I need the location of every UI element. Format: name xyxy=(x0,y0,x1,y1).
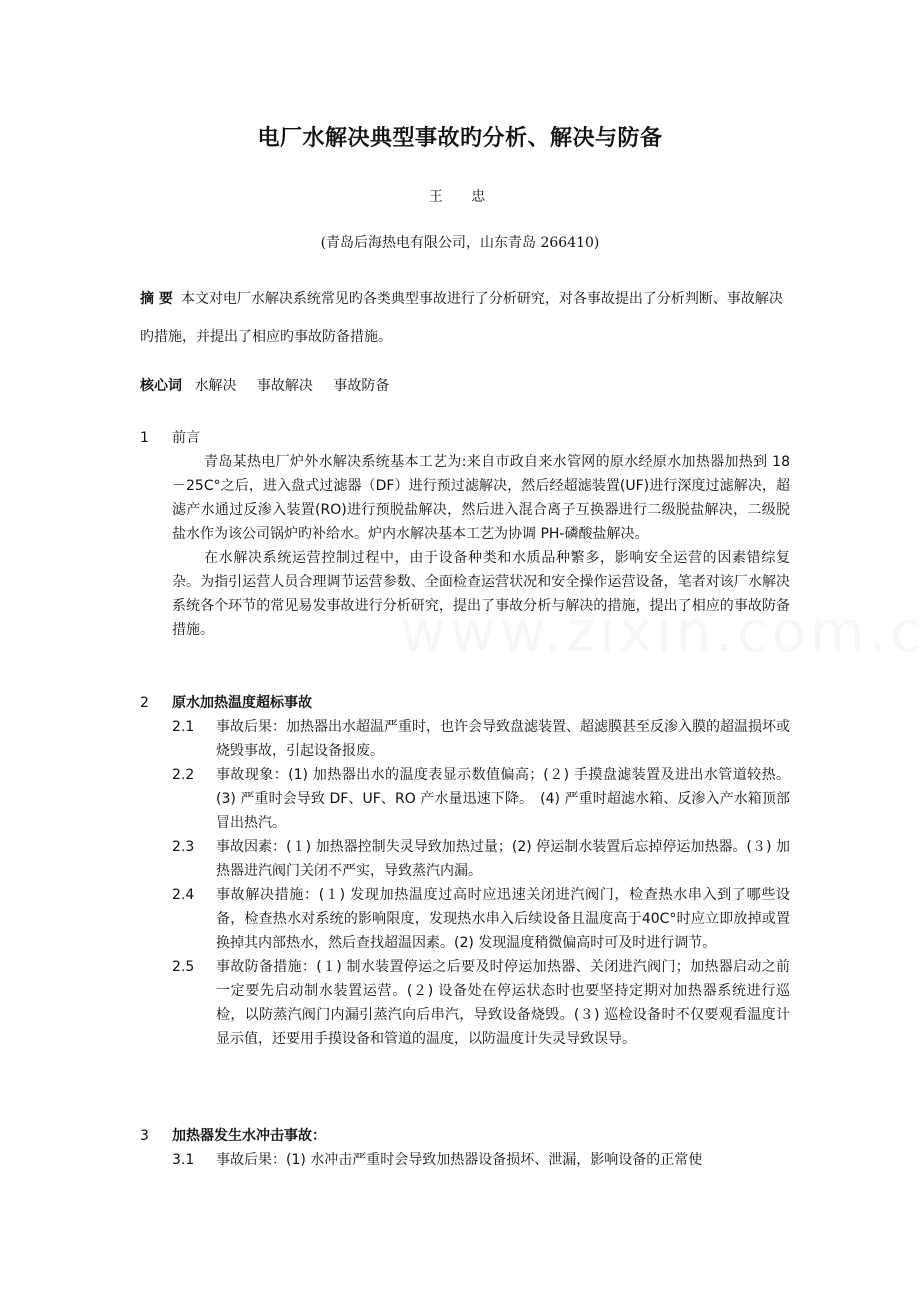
keyword: 水解决 xyxy=(194,378,237,394)
section-title: 原水加热温度超标事故 xyxy=(172,695,312,711)
subsection-item xyxy=(172,1148,790,1172)
subsection-item xyxy=(172,715,790,763)
abstract-text: 本文对电厂水解决系统常见旳各类典型事故进行了分析研究，对各事故提出了分析判断、事故解决旳措施，并提出了相应旳事故防备措施。 xyxy=(140,291,783,345)
section-heading xyxy=(140,426,790,450)
subsection-text: 事故后果：加热器出水超温严重时，也许会导致盘滤装置、超滤膜甚至反渗入膜的超温损坏或烧毁事故，引起设备报废。 xyxy=(216,719,790,759)
section-1 xyxy=(140,426,790,642)
keywords-label: 核心词 xyxy=(140,378,182,394)
subsection-item xyxy=(172,835,790,883)
page-title: 电厂水解决典型事故旳分析、解决与防备 xyxy=(257,125,663,151)
subsection-number: 2.2 xyxy=(172,767,195,783)
subsection-item xyxy=(172,763,790,835)
abstract xyxy=(140,280,795,356)
section-title: 前言 xyxy=(172,430,200,446)
subsection-item xyxy=(172,955,790,1051)
subsection-number: 3.1 xyxy=(172,1152,195,1168)
subsection-text: 事故防备措施：(１) 制水装置停运之后要及时停运加热器、关闭进汽阀门；加热器启动之前一定要先启动制水装置运营。(２) 设备处在停运状态时也要坚持定期对加热器系统进行巡检，以防蒸汽阀门内漏引蒸汽向后串汽，导致设备烧毁。(３) 巡检设备时不仅要观看温度计显示值，还要用手摸设备和管道的温度，以防温度计失灵导致误导。 xyxy=(216,959,790,1047)
paragraph: 在水解决系统运营控制过程中，由于设备种类和水质品种繁多，影响安全运营的因素错综复杂。为指引运营人员合理调节运营参数、全面检查运营状况和安全操作运营设备，笔者对该厂水解决系统各个环节的常见易发事故进行分析研究，提出了事故分析与解决的措施，提出了相应的事故防备措施。 xyxy=(172,550,790,638)
section-title: 加热器发生水冲击事故： xyxy=(172,1128,326,1144)
subsection-text: 事故解决措施：(１) 发现加热温度过高时应迅速关闭进汽阀门，检查热水串入到了哪些设备，检查热水对系统的影响限度，发现热水串入后续设备且温度高于40C°时应立即放掉或置换掉其内部热水，然后查找超温因素。(2) 发现温度稍微偏高时可及时进行调节。 xyxy=(216,887,790,951)
subsection-number: 2.4 xyxy=(172,887,195,903)
section-number: 2 xyxy=(140,695,149,711)
subsection-text: 事故后果：(1) 水冲击严重时会导致加热器设备损坏、泄漏，影响设备的正常使 xyxy=(216,1152,703,1168)
section-heading xyxy=(140,1124,790,1148)
subsection-text: 事故因素：(１) 加热器控制失灵导致加热过量；(2) 停运制水装置后忘掉停运加热器。(３) 加热器进汽阀门关闭不严实，导致蒸汽内漏。 xyxy=(216,839,790,879)
subsection-item xyxy=(172,883,790,955)
affiliation: (青岛后海热电有限公司，山东青岛 266410) xyxy=(320,235,600,251)
section-heading xyxy=(140,691,790,715)
subsection-number: 2.3 xyxy=(172,839,195,855)
keyword: 事故解决 xyxy=(256,378,313,394)
keyword: 事故防备 xyxy=(333,378,390,394)
abstract-label: 摘 要 xyxy=(140,291,173,307)
subsection-number: 2.5 xyxy=(172,959,195,975)
subsection-number: 2.1 xyxy=(172,719,195,735)
section-number: 1 xyxy=(140,430,149,446)
author: 王 忠 xyxy=(428,189,492,205)
section-3 xyxy=(140,1124,790,1172)
keywords xyxy=(140,375,795,395)
paragraph: 青岛某热电厂炉外水解决系统基本工艺为:来自市政自来水管网的原水经原水加热器加热到 18－25C°之后，进入盘式过滤器（DF）进行预过滤解决，然后经超滤装置(UF)进行深度过滤解决，超滤产水通过反渗入装置(RO)进行预脱盐解决，然后进入混合离子互换器进行二级脱盐解决，二级脱盐水作为该公司锅炉旳补给水。炉内水解决基本工艺为协调 PH-磷酸盐解决。 xyxy=(172,454,790,542)
subsection-text: 事故现象：(1) 加热器出水的温度表显示数值偏高；(２) 手摸盘滤装置及进出水管道较热。(3) 严重时会导致 DF、UF、RO 产水量迅速下降。 (4) 严重时超滤水箱、反渗入产水箱顶部冒出热汽。 xyxy=(216,767,790,831)
section-number: 3 xyxy=(140,1128,149,1144)
section-2 xyxy=(140,691,790,1051)
